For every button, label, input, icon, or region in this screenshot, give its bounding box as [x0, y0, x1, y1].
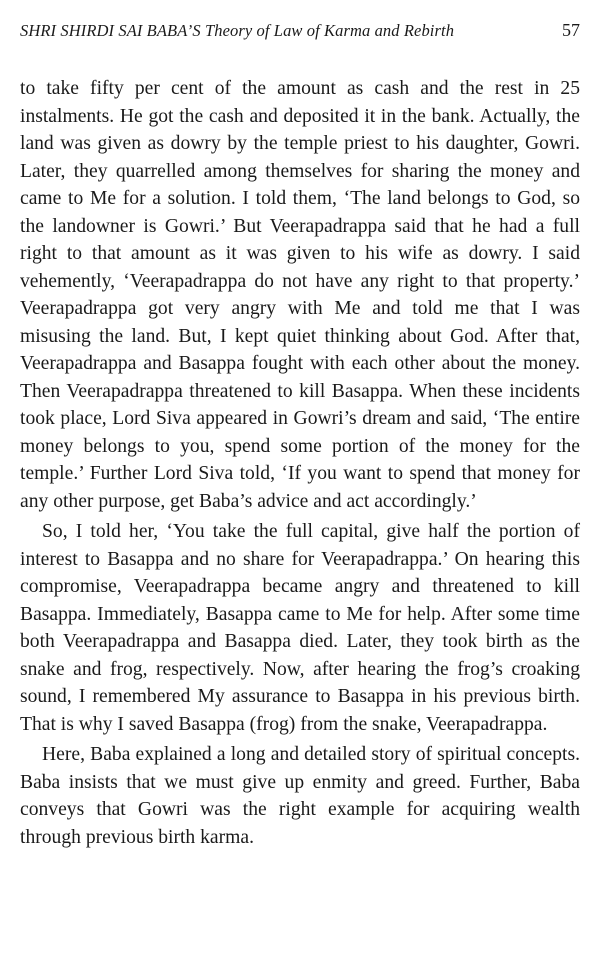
paragraph-continued: to take fifty per cent of the amount as cash and the rest in 25 instalments. He got the cash and deposited it in the bank. Actually, the land was given as dowry by the temple priest to his daughter, Gowri. Later, they quarrelled among themselves for sharing the money and came to Me for a solution. I told them, ‘The land belongs to God, so the landowner is Gowri.’ But Veerapadrappa said that he had a full right to that amount as it was given to his wife as dowry. I said vehemently, ‘Veerapadrappa do not have any right to that property.’ Veerapadrappa got very angry with Me and told me that I was misusing the land. But, I kept quiet thinking about God. After that, Veerapadrappa and Basappa fought with each other about the money. Then Veerapadrappa threatened to kill Basappa. When these incidents took place, Lord Siva appeared in Gowri’s dream and said, ‘The entire money belongs to you, spend some portion of the money for the temple.’ Further Lord Siva told, ‘If you want to spend that money for any other purpose, get Baba’s advice and act accordingly.’ — [20, 78, 580, 512]
page-number: 57 — [562, 20, 580, 40]
paragraph-compromise: So, I told her, ‘You take the full capital, give half the portion of interest to Basappa and no share for Veerapadrappa.’ On hearing this compromise, Veerapadrappa became angry and threatened to kill Basappa. Immediately, Basappa came to Me for help. After some time both Veerapadrappa and Basappa died. Later, they took birth as the snake and frog, respectively. Now, after hearing the frog’s croaking sound, I remembered My assurance to Basappa in his previous birth. That is why I saved Basappa (frog) from the snake, Veerapadrappa. — [20, 521, 580, 735]
running-title: SHRI SHIRDI SAI BABA’S Theory of Law of Karma and Rebirth — [20, 21, 455, 40]
body-text — [20, 75, 580, 851]
running-head — [20, 20, 580, 44]
paragraph-conclusion: Here, Baba explained a long and detailed story of spiritual concepts. Baba insists that we must give up enmity and greed. Further, Baba conveys that Gowri was the right example for acquiring wealth through previous birth karma. — [20, 744, 580, 848]
